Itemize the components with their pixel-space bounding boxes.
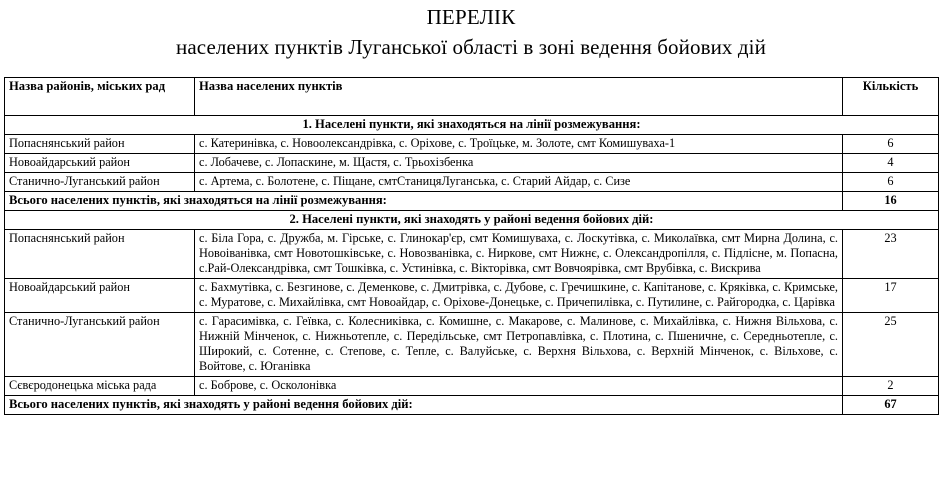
total-label-1: Всього населених пунктів, які знаходяться на лінії розмежування: — [5, 192, 843, 211]
cell-district: Попаснянський район — [5, 135, 195, 154]
section-heading-1: 1. Населені пункти, які знаходяться на лінії розмежування: — [5, 116, 939, 135]
cell-count: 23 — [843, 230, 939, 279]
table-row — [5, 313, 939, 377]
cell-district: Новоайдарський район — [5, 279, 195, 313]
cell-places: с. Катеринівка, с. Новоолександрівка, с. Оріхове, с. Троїцьке, м. Золоте, смт Комишуваха-1 — [195, 135, 843, 154]
settlements-table — [4, 77, 939, 415]
document-title-block — [0, 0, 942, 60]
column-header-count: Кількість — [843, 78, 939, 116]
table-header-row — [5, 78, 939, 116]
cell-count: 17 — [843, 279, 939, 313]
table-row — [5, 377, 939, 396]
cell-places: с. Лобачеве, с. Лопаскине, м. Щастя, с. Трьохізбенка — [195, 154, 843, 173]
page-title: ПЕРЕЛІК — [426, 5, 516, 29]
cell-district: Станично-Луганський район — [5, 313, 195, 377]
table-row — [5, 154, 939, 173]
cell-count: 2 — [843, 377, 939, 396]
section-total-row — [5, 396, 939, 415]
cell-places: с. Бахмутівка, с. Безгинове, с. Деменкове, с. Дмитрівка, с. Дубове, с. Гречишкине, с. Капітанове, с. Кряківка, с. Кримське, с. Муратове, с. Михайлівка, смт Новоайдар, с. Оріхове-Донецьке, с. Причепилівка, с. Путилине, с. Райгородка, с. Царівка — [195, 279, 843, 313]
cell-places: с. Гарасимівка, с. Геївка, с. Колесниківка, с. Комишне, с. Макарове, с. Малинове, с. Михайлівка, с. Нижня Вільхова, с. Нижній Мінченок, с. Нижньотепле, с. Передільське, смт Петропавлівка, с. Плотина, с. Пшеничне, с. Середньотепле, с. Широкий, с. Сотенне, с. Степове, с. Тепле, с. Валуйське, с. Верхня Вільхова, с. Верхній Мінченок, с. Вільхове, с. Войтове, с. Юганівка — [195, 313, 843, 377]
total-label-2: Всього населених пунктів, які знаходять у районі ведення бойових дій: — [5, 396, 843, 415]
total-count-1: 16 — [843, 192, 939, 211]
cell-places: с. Артема, с. Болотене, с. Піщане, смтСтаницяЛуганська, с. Старий Айдар, с. Сизе — [195, 173, 843, 192]
section-heading-row — [5, 116, 939, 135]
cell-count: 25 — [843, 313, 939, 377]
section-total-row — [5, 192, 939, 211]
table-row — [5, 279, 939, 313]
cell-count: 6 — [843, 135, 939, 154]
table-row — [5, 135, 939, 154]
cell-places: с. Біла Гора, с. Дружба, м. Гірське, с. Глинокар'єр, смт Комишуваха, с. Лоскутівка, с. Миколаївка, смт Мирна Долина, с. Новоіванівка, смт Новотошківське, с. Новозванівка, с. Ниркове, смт Нижнє, с. Олександропілля, с. Підлісне, м. Попасна, с.Рай-Олександрівка, смт Тошківка, с. Устинівка, с. Вікторівка, смт Вовчоярівка, смт Врубівка, с. Вискрива — [195, 230, 843, 279]
cell-district: Сєвєродонецька міська рада — [5, 377, 195, 396]
table-container — [0, 77, 942, 415]
cell-count: 6 — [843, 173, 939, 192]
cell-district: Новоайдарський район — [5, 154, 195, 173]
section-heading-2: 2. Населені пункти, які знаходять у районі ведення бойових дій: — [5, 211, 939, 230]
column-header-places: Назва населених пунктів — [195, 78, 843, 116]
section-heading-row — [5, 211, 939, 230]
total-count-2: 67 — [843, 396, 939, 415]
cell-places: с. Боброве, с. Осколонівка — [195, 377, 843, 396]
table-row — [5, 230, 939, 279]
cell-district: Станично-Луганський район — [5, 173, 195, 192]
cell-count: 4 — [843, 154, 939, 173]
table-row — [5, 173, 939, 192]
column-header-district: Назва районів, міських рад — [5, 78, 195, 116]
page-subtitle: населених пунктів Луганської області в зоні ведення бойових дій — [176, 35, 766, 59]
cell-district: Попаснянський район — [5, 230, 195, 279]
